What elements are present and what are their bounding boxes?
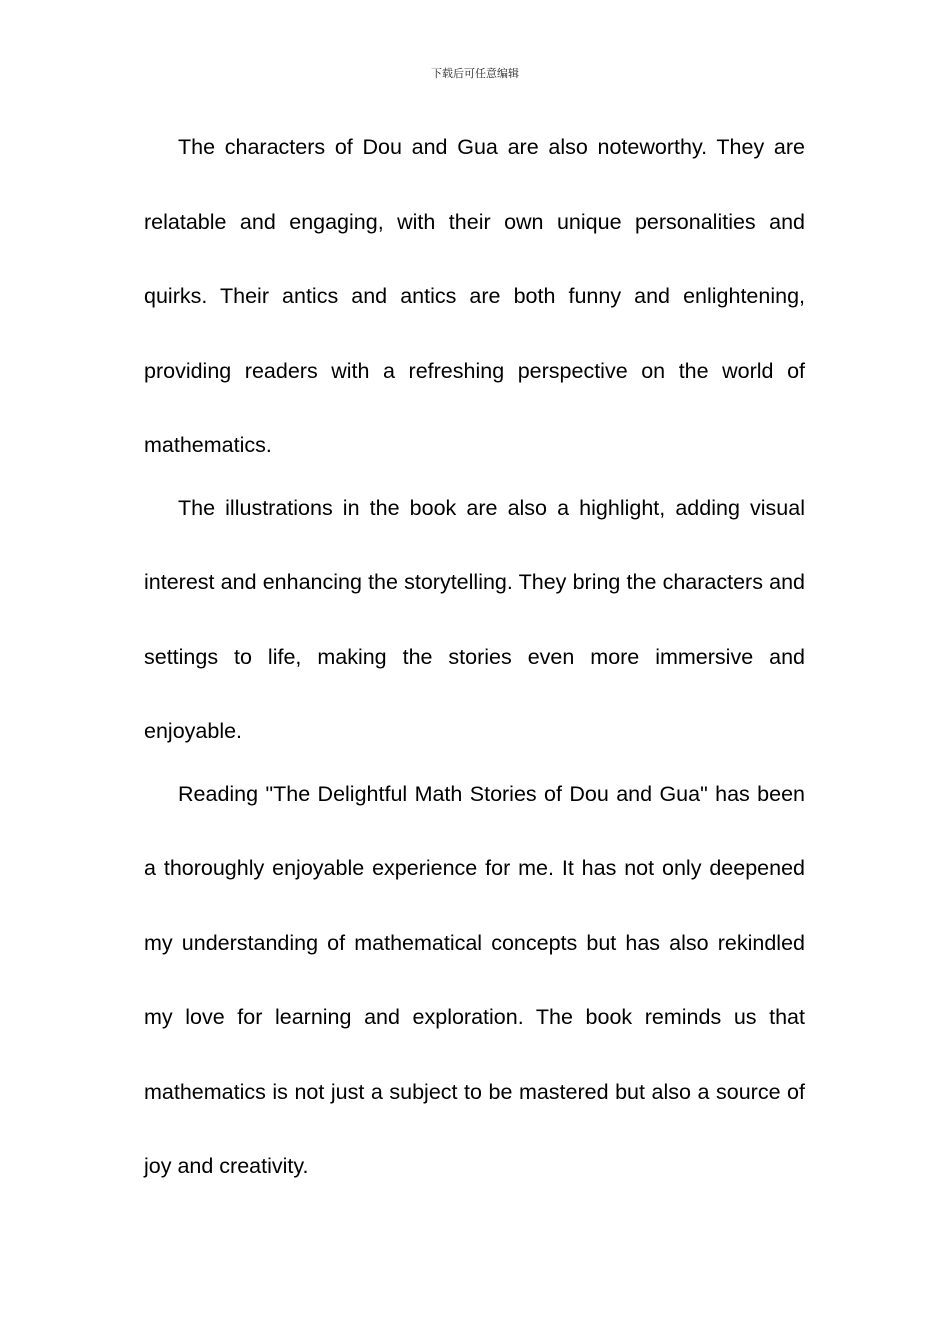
document-body (144, 110, 805, 1192)
paragraph-illustrations: The illustrations in the book are also a highlight, adding visual interest and enhancing the storytelling. They bring the characters and settings to life, making the stories even more immersive and enjoyable. (144, 495, 805, 743)
paragraph-reading-experience: Reading "The Delightful Math Stories of Dou and Gua" has been a thoroughly enjoyable experience for me. It has not only deepened my understanding of mathematical concepts but has also rekindled my love for learning and exploration. The book reminds us that mathematics is not just a subject to be mastered but also a source of joy and creativity. (144, 781, 805, 1178)
header-note: 下载后可任意编辑 (431, 67, 519, 80)
paragraph-characters: The characters of Dou and Gua are also noteworthy. They are relatable and engaging, with their own unique personalities and quirks. Their antics and antics are both funny and enlightening, providing readers with a refreshing perspective on the world of mathematics. (144, 135, 805, 457)
